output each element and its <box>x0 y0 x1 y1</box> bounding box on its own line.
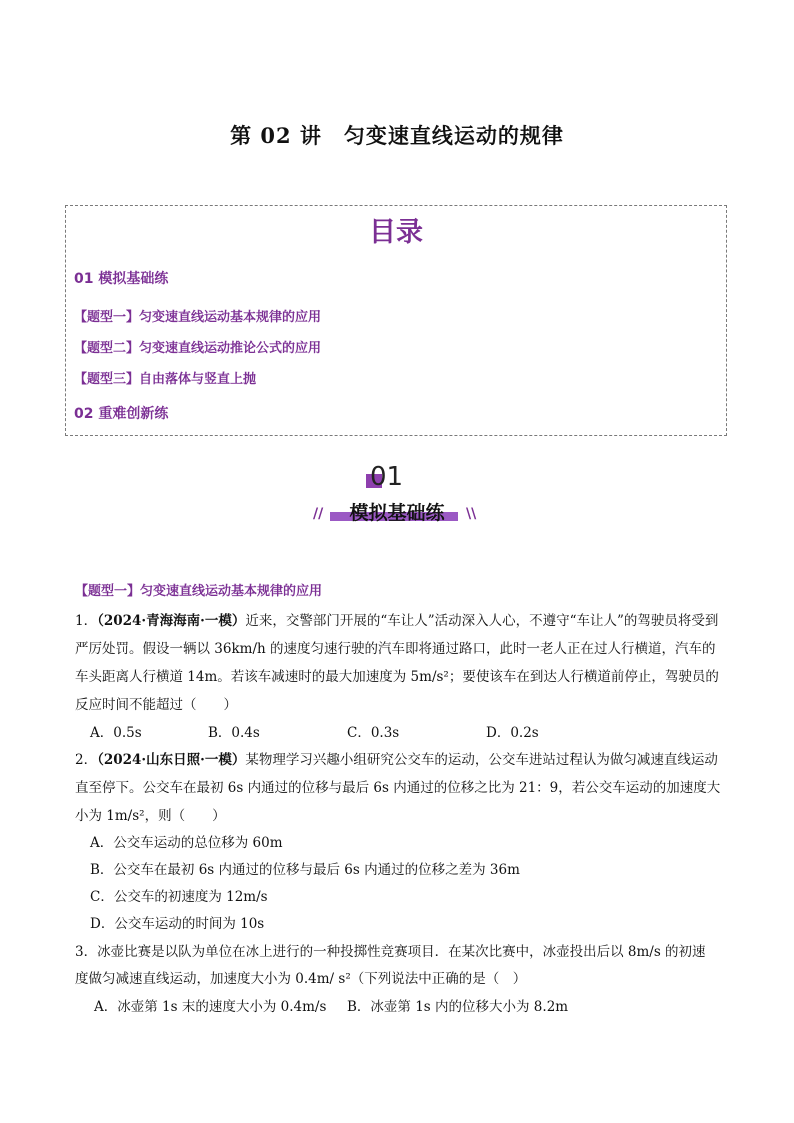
q3-option-b[interactable]: B．冰壶第 1s 内的位移大小为 8.2m <box>347 999 569 1015</box>
q2-line-1 <box>75 748 718 768</box>
toc-section-1[interactable]: 01 模拟基础练 <box>74 271 169 287</box>
q2-number: 2． <box>75 752 98 768</box>
q1-source: （2024·青海海南·一模） <box>97 613 246 629</box>
q3-line-1: 3．冰壶比赛是以队为单位在冰上进行的一种投掷性竞赛项目．在某次比赛中，冰壶投出后以 8m/s 的初速 <box>75 944 706 960</box>
q1-line-1 <box>75 609 718 629</box>
q1-line-4: 反应时间不能超过（ ） <box>75 697 237 713</box>
q2-option-c[interactable]: C．公交车的初速度为 12m/s <box>90 889 268 905</box>
q2-option-a[interactable]: A．公交车运动的总位移为 60m <box>90 835 283 851</box>
toc-item-type1[interactable]: 【题型一】匀变速直线运动基本规律的应用 <box>74 310 322 325</box>
toc-item-type3[interactable]: 【题型三】自由落体与竖直上抛 <box>74 372 257 387</box>
q2-source: （2024·山东日照·一模） <box>97 752 246 768</box>
toc-item-type2[interactable]: 【题型二】匀变速直线运动推论公式的应用 <box>74 341 322 356</box>
q3-option-a[interactable]: A．冰壶第 1s 末的速度大小为 0.4m/s <box>94 999 327 1015</box>
table-of-contents <box>65 205 727 436</box>
section-label: 模拟基础练 <box>349 502 445 524</box>
q1-line-3: 车头距离人行横道 14m。若该车减速时的最大加速度为 5m/s²；要使该车在到达人行横道前停止，驾驶员的 <box>75 669 719 685</box>
q1-line-2: 严厉处罚。假设一辆以 36km/h 的速度匀速行驶的汽车即将通过路口，此时一老人正在过人行横道，汽车的 <box>75 641 716 657</box>
q3-line-2: 度做匀减速直线运动，加速度大小为 0.4m/ s²（下列说法中正确的是（ ） <box>75 971 527 987</box>
toc-section-2[interactable]: 02 重难创新练 <box>74 406 169 422</box>
q2-line-3: 小为 1m/s²，则（ ） <box>75 808 226 824</box>
q1-option-d[interactable]: D．0.2s <box>486 725 539 741</box>
q2-text-1: 某物理学习兴趣小组研究公交车的运动，公交车进站过程认为做匀减速直线运动 <box>245 752 718 768</box>
q1-option-c[interactable]: C．0.3s <box>347 725 400 741</box>
question-type-heading: 【题型一】匀变速直线运动基本规律的应用 <box>75 584 323 599</box>
toc-heading: 目录 <box>369 217 423 248</box>
q2-line-2: 直至停下。公交车在最初 6s 内通过的位移与最后 6s 内通过的位移之比为 21：9，若公交车运动的加速度大 <box>75 780 721 796</box>
section-number: 01 <box>370 462 404 492</box>
left-decoration: // <box>313 506 324 522</box>
q2-option-b[interactable]: B．公交车在最初 6s 内通过的位移与最后 6s 内通过的位移之差为 36m <box>90 862 520 878</box>
q1-text-1: 近来，交警部门开展的“车让人”活动深入人心，不遵守“车让人”的驾驶员将受到 <box>245 613 719 629</box>
q1-number: 1． <box>75 613 98 629</box>
q1-option-a[interactable]: A．0.5s <box>90 725 142 741</box>
page-title: 第 02 讲 匀变速直线运动的规律 <box>230 123 564 148</box>
right-decoration: \\ <box>466 506 477 522</box>
q1-option-b[interactable]: B．0.4s <box>208 725 260 741</box>
q2-option-d[interactable]: D．公交车运动的时间为 10s <box>90 916 265 932</box>
